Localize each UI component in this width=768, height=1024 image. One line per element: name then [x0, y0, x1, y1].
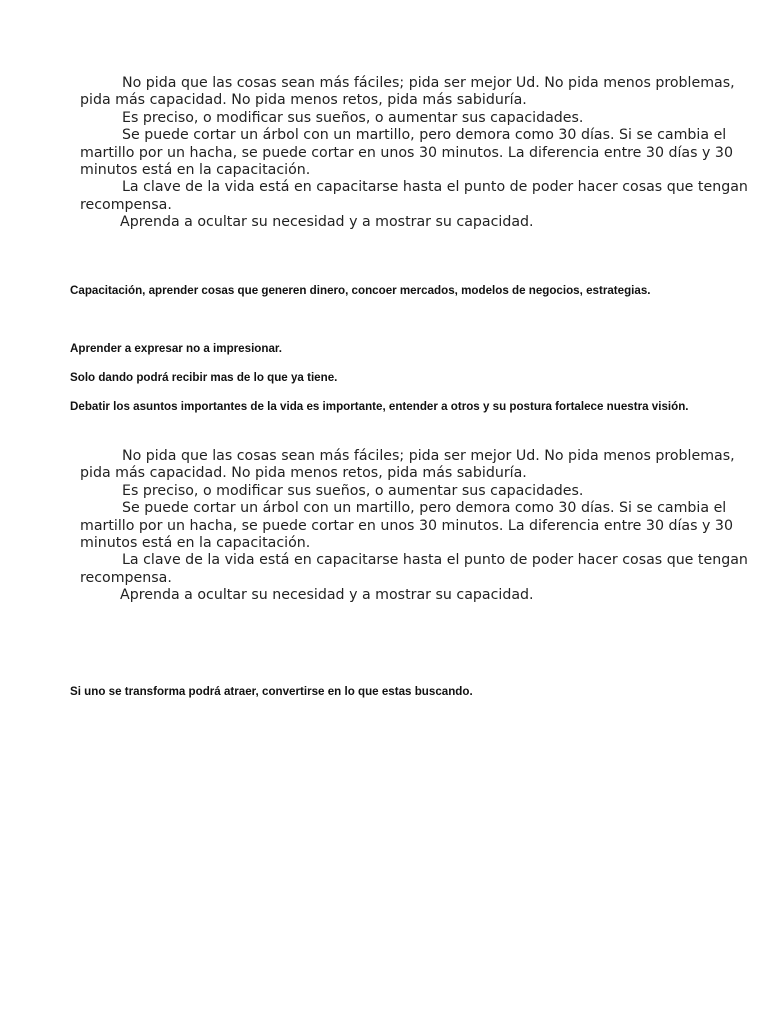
excerpt-line: La clave de la vida está en capacitarse hasta el punto de poder hacer cosas que tengan: [122, 552, 748, 569]
excerpt-line: Es preciso, o modificar sus sueños, o aumentar sus capacidades.: [122, 109, 584, 126]
excerpt-line: minutos está en la capacitación.: [80, 162, 311, 179]
excerpt-line: La clave de la vida está en capacitarse hasta el punto de poder hacer cosas que tengan: [122, 179, 748, 196]
excerpt-line: Es preciso, o modificar sus sueños, o aumentar sus capacidades.: [122, 482, 584, 499]
excerpt-line: No pida que las cosas sean más fáciles; pida ser mejor Ud. No pida menos problemas,: [122, 75, 735, 91]
excerpt-line: recompensa.: [80, 196, 172, 213]
excerpt-line: pida más capacidad. No pida menos retos, pida más sabiduría.: [80, 465, 527, 482]
excerpt-line: Se puede cortar un árbol con un martillo, pero demora como 30 días. Si se cambia el: [122, 500, 727, 517]
note-dando: Solo dando podrá recibir mas de lo que ya tiene.: [70, 371, 338, 384]
scanned-excerpt-top: [80, 75, 748, 232]
excerpt-line: Se puede cortar un árbol con un martillo, pero demora como 30 días. Si se cambia el: [122, 127, 727, 144]
excerpt-line: pida más capacidad. No pida menos retos, pida más sabiduría.: [80, 92, 527, 109]
excerpt-line: No pida que las cosas sean más fáciles; pida ser mejor Ud. No pida menos problemas,: [122, 448, 735, 464]
excerpt-line: Aprenda a ocultar su necesidad y a mostrar su capacidad.: [120, 214, 534, 231]
note-expresar: Aprender a expresar no a impresionar.: [70, 342, 282, 355]
excerpt-line: recompensa.: [80, 569, 172, 586]
note-capacitacion: Capacitación, aprender cosas que generen dinero, concoer mercados, modelos de negocios, estrategias.: [70, 284, 651, 297]
note-transforma: Si uno se transforma podrá atraer, convertirse en lo que estas buscando.: [70, 685, 473, 698]
scanned-excerpt-bottom: [80, 448, 748, 605]
excerpt-line: Aprenda a ocultar su necesidad y a mostrar su capacidad.: [120, 587, 534, 604]
excerpt-line: minutos está en la capacitación.: [80, 535, 311, 552]
note-debatir: Debatir los asuntos importantes de la vida es importante, entender a otros y su postura fortalece nuestra visión.: [70, 400, 689, 413]
excerpt-line: martillo por un hacha, se puede cortar en unos 30 minutos. La diferencia entre 30 días y 30: [80, 517, 733, 534]
excerpt-line: martillo por un hacha, se puede cortar en unos 30 minutos. La diferencia entre 30 días y 30: [80, 144, 733, 161]
